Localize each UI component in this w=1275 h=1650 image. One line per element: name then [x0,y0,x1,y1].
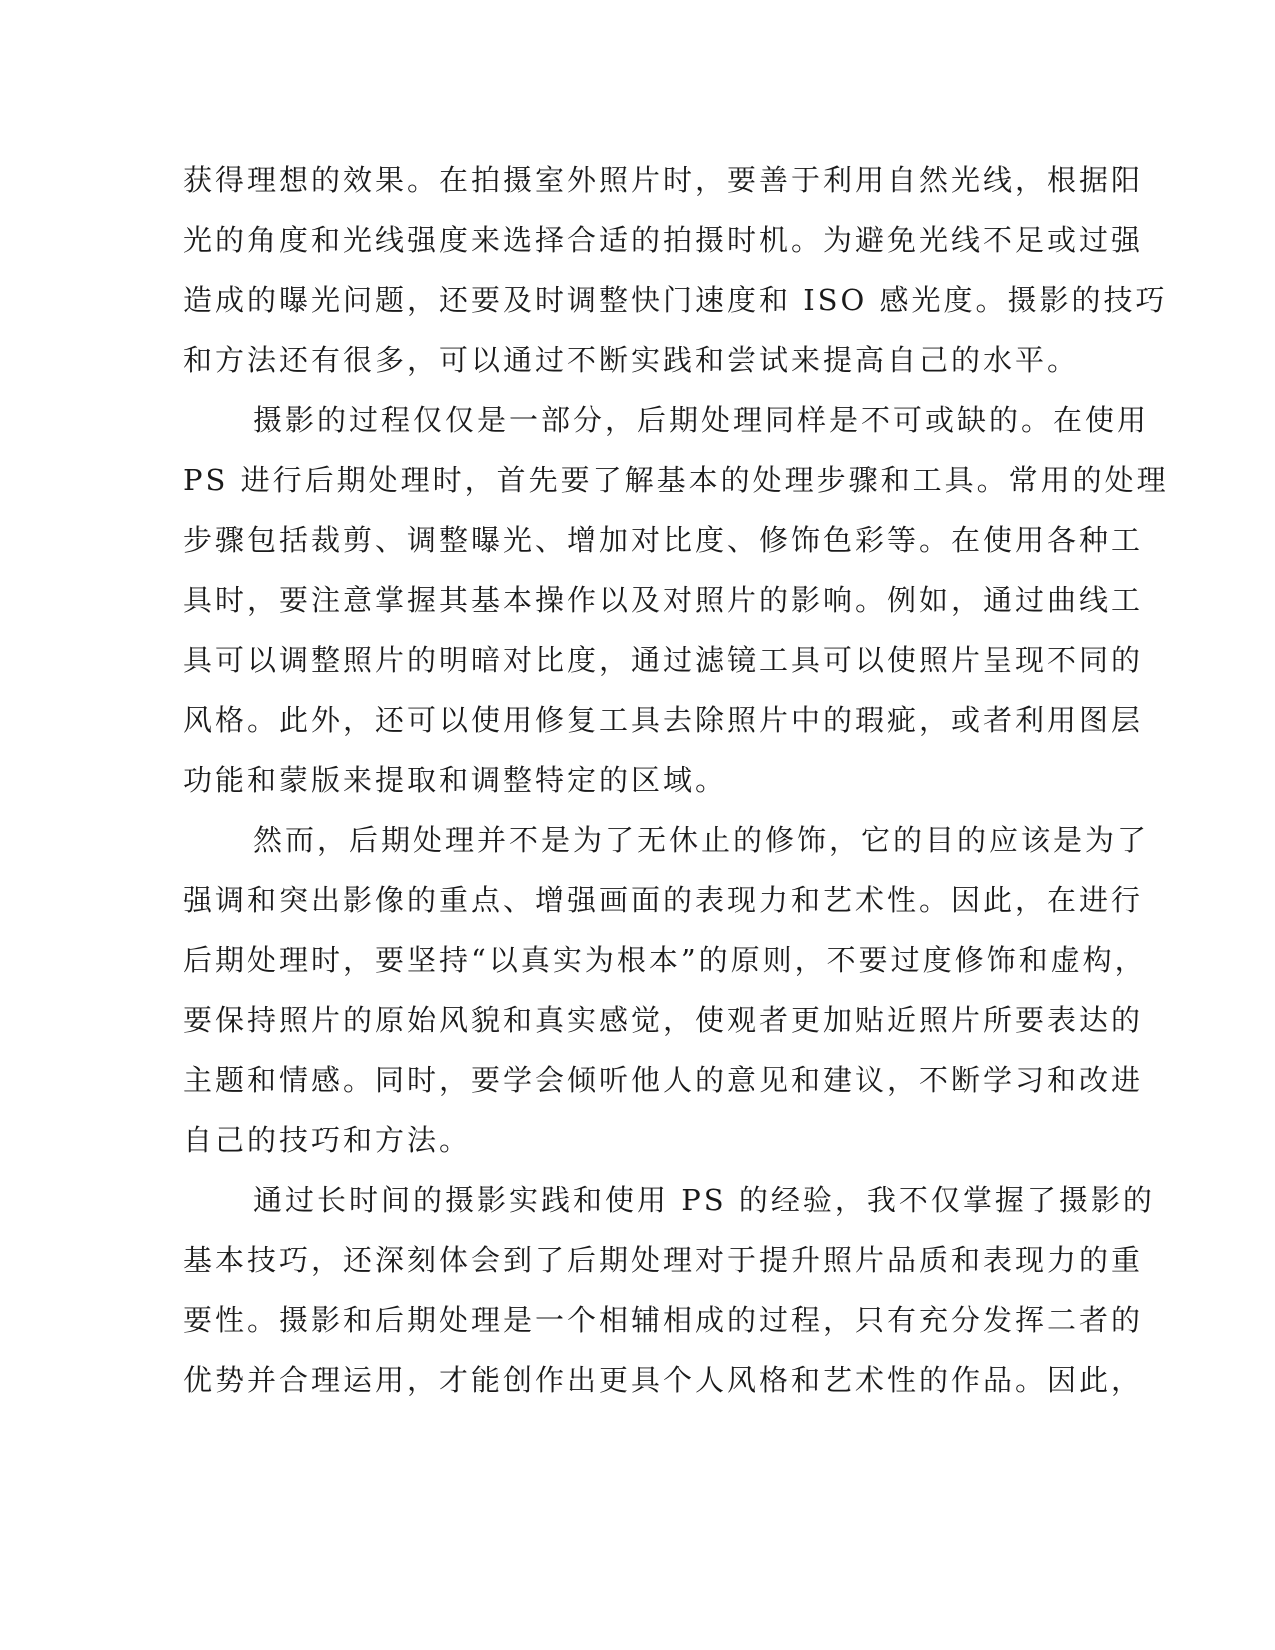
text-line: 和方法还有很多，可以通过不断实践和尝试来提高自己的水平。 [183,343,1080,377]
text-line: 基本技巧，还深刻体会到了后期处理对于提升照片品质和表现力的重 [183,1243,1144,1277]
text-line: 通过长时间的摄影实践和使用 PS 的经验，我不仅掌握了摄影的 [253,1183,1155,1217]
text-line: 主题和情感。同时，要学会倾听他人的意见和建议，不断学习和改进 [183,1063,1144,1097]
text-line: 后期处理时，要坚持“以真实为根本”的原则，不要过度修饰和虚构， [183,943,1147,977]
text-line: 然而，后期处理并不是为了无休止的修饰，它的目的应该是为了 [253,823,1150,857]
text-line: 造成的曝光问题，还要及时调整快门速度和 ISO 感光度。摄影的技巧 [183,283,1168,317]
paragraph [183,1170,1155,1410]
text-line: 强调和突出影像的重点、增强画面的表现力和艺术性。因此，在进行 [183,883,1144,917]
text-line: 优势并合理运用，才能创作出更具个人风格和艺术性的作品。因此， [183,1363,1144,1397]
text-line: 光的角度和光线强度来选择合适的拍摄时机。为避免光线不足或过强 [183,223,1144,257]
text-line: 要性。摄影和后期处理是一个相辅相成的过程，只有充分发挥二者的 [183,1303,1144,1337]
text-line: 风格。此外，还可以使用修复工具去除照片中的瑕疵，或者利用图层 [183,703,1144,737]
text-line: PS 进行后期处理时，首先要了解基本的处理步骤和工具。常用的处理 [183,463,1169,497]
text-line: 步骤包括裁剪、调整曝光、增加对比度、修饰色彩等。在使用各种工 [183,523,1144,557]
text-line: 摄影的过程仅仅是一部分，后期处理同样是不可或缺的。在使用 [253,403,1150,437]
text-line: 获得理想的效果。在拍摄室外照片时，要善于利用自然光线，根据阳 [183,163,1144,197]
paragraph [183,810,1150,1170]
text-line: 要保持照片的原始风貌和真实感觉，使观者更加贴近照片所要表达的 [183,1003,1144,1037]
text-line: 具时，要注意掌握其基本操作以及对照片的影响。例如，通过曲线工 [183,583,1144,617]
text-line: 具可以调整照片的明暗对比度，通过滤镜工具可以使照片呈现不同的 [183,643,1144,677]
text-line: 功能和蒙版来提取和调整特定的区域。 [183,763,728,797]
paragraph [183,150,1168,390]
text-line: 自己的技巧和方法。 [183,1123,472,1157]
document-body [183,150,1169,1410]
paragraph [183,390,1169,810]
